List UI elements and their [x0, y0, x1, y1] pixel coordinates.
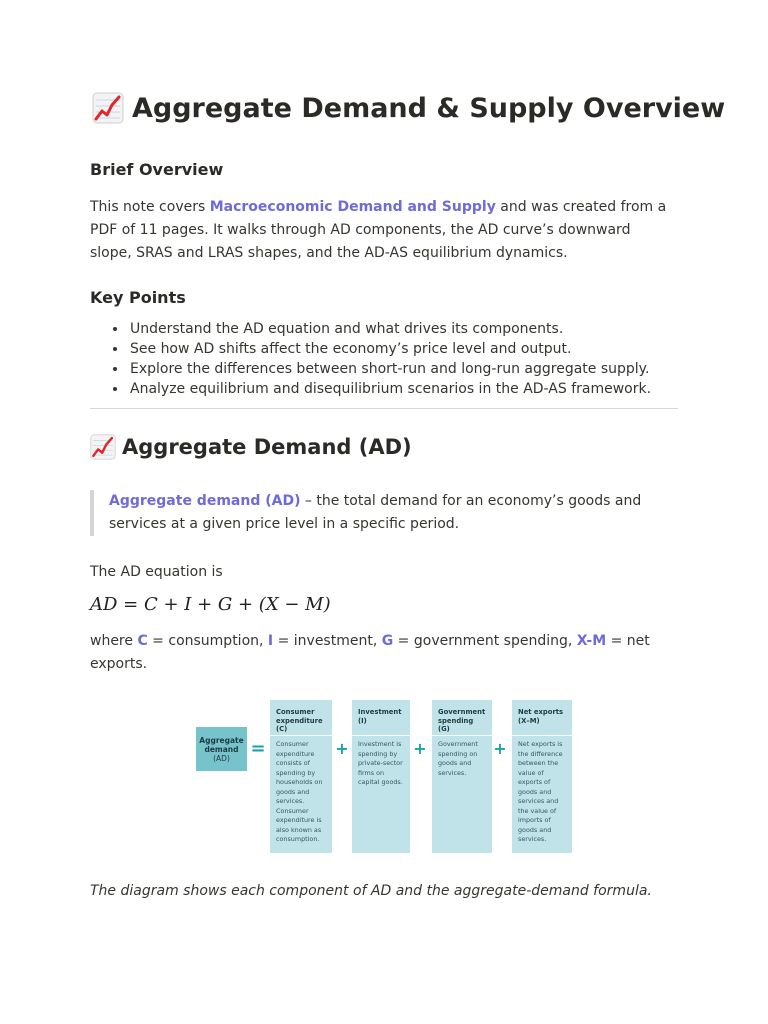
component-title — [512, 700, 572, 736]
list-item: • Understand the AD equation and what drives its components. — [128, 319, 698, 339]
component-body-line: Government — [438, 740, 478, 748]
section-divider — [90, 408, 678, 409]
var-c: C — [137, 633, 148, 649]
plus-sign: + — [413, 739, 427, 758]
definition-quote — [90, 490, 679, 536]
component-body-line: households on — [276, 778, 323, 786]
component-body-line: value of — [518, 768, 544, 777]
component-body-line: Consumer — [276, 740, 309, 748]
aggregate-demand-label: Aggregate — [199, 735, 244, 745]
component-body-line: services and — [518, 797, 559, 805]
legend-g-text: = government spending, — [393, 633, 577, 649]
component-body-line: goods and — [518, 787, 552, 796]
plus-sign: + — [493, 739, 507, 758]
component-title-line: Investment — [358, 708, 402, 716]
var-i: I — [267, 633, 274, 649]
page-title-text: Aggregate Demand & Supply Overview — [132, 92, 726, 124]
component-body-line: exports of — [518, 778, 551, 786]
component-body-line: capital goods. — [358, 778, 403, 786]
component-body-line: consists of — [276, 759, 310, 767]
var-g: G — [381, 633, 394, 649]
component-title-line: Government — [438, 708, 486, 716]
component-body-line: consumption. — [276, 835, 320, 843]
component-body-line: spending by — [358, 749, 398, 758]
legend-xm-text: = net exports. — [90, 633, 650, 672]
component-body-line: goods and — [518, 825, 552, 834]
component-body-line: services. — [276, 797, 305, 805]
component-body-line: also known as — [276, 825, 322, 834]
component-body-line: expenditure is — [276, 816, 322, 824]
key-points-heading: Key Points — [90, 288, 186, 307]
list-item: • See how AD shifts affect the economy’s price level and output. — [128, 339, 698, 359]
component-body-line: spending by — [276, 768, 316, 777]
component-body-line: goods and — [438, 759, 472, 767]
legend-c-text: = consumption, — [147, 633, 268, 649]
var-xm: X-M — [576, 633, 607, 649]
overview-text-before: This note covers — [90, 199, 210, 215]
ad-components-diagram — [196, 700, 574, 856]
component-body — [432, 736, 492, 782]
chart-increasing-icon — [90, 434, 116, 460]
legend-prefix: where — [90, 633, 138, 649]
component-body-line: Investment is — [358, 740, 402, 748]
component-body-line: spending on — [438, 749, 478, 758]
overview-text-after: and was created from a PDF of 11 pages. It walks through AD components, the AD curve’s downward slope, SRAS and LRAS shapes, and the AD-AS equilibrium dynamics. — [90, 199, 667, 261]
overview-paragraph — [90, 196, 670, 265]
component-net-exports — [512, 700, 572, 853]
ad-section-heading-text: Aggregate Demand (AD) — [122, 435, 412, 459]
source-link[interactable]: Macroeconomic Demand and Supply — [209, 199, 496, 215]
definition-text: – the total demand for an economy’s goods and services at a given price level in a specific period. — [109, 493, 642, 532]
ad-formula: AD = C + I + G + (X − M) — [90, 594, 331, 615]
component-title-line: (I) — [358, 716, 367, 725]
component-government-spending — [432, 700, 492, 853]
component-title-line: Net exports — [518, 708, 564, 716]
chart-increasing-icon — [92, 92, 124, 124]
component-body-line: Consumer — [276, 806, 309, 815]
aggregate-demand-label: demand — [204, 744, 239, 754]
component-body-line: the value of — [518, 806, 557, 815]
legend-i-text: = investment, — [273, 633, 382, 649]
component-body — [512, 736, 572, 849]
component-title — [432, 700, 492, 736]
diagram-caption: The diagram shows each component of AD and the aggregate-demand formula. — [90, 883, 652, 899]
component-body-line: services. — [518, 835, 547, 843]
equation-intro: The AD equation is — [90, 564, 223, 580]
component-consumer-expenditure — [270, 700, 332, 853]
component-body-line: the difference — [518, 749, 563, 758]
component-body — [352, 736, 410, 792]
overview-heading: Brief Overview — [90, 160, 224, 179]
key-points-list — [108, 319, 698, 399]
component-body-line: expenditure — [276, 749, 315, 758]
component-title-line: expenditure — [276, 716, 323, 725]
component-body-line: between the — [518, 759, 559, 767]
component-title — [352, 700, 410, 736]
component-title-line: spending — [438, 716, 474, 725]
component-body — [270, 736, 332, 849]
component-body-line: imports of — [518, 816, 551, 824]
list-item: • Explore the differences between short-run and long-run aggregate supply. — [128, 359, 698, 379]
component-body-line: private-sector — [358, 759, 403, 767]
plus-sign: + — [335, 739, 349, 758]
component-body-line: goods and — [276, 787, 310, 796]
component-title-line: Consumer — [276, 708, 315, 716]
component-body-line: firms on — [358, 768, 385, 777]
formula-legend — [90, 630, 680, 676]
aggregate-demand-label: (AD) — [213, 753, 230, 763]
component-body-line: services. — [438, 768, 467, 777]
equals-sign: = — [250, 738, 266, 759]
component-title-line: (C) — [276, 725, 288, 733]
component-investment — [352, 700, 410, 853]
list-item: • Analyze equilibrium and disequilibrium scenarios in the AD-AS framework. — [128, 379, 698, 399]
component-title-line: (G) — [438, 725, 450, 733]
component-title — [270, 700, 332, 736]
ad-section-heading — [90, 434, 412, 460]
component-body-line: Net exports is — [518, 740, 563, 748]
aggregate-demand-box — [196, 727, 247, 771]
component-title-line: (X–M) — [518, 716, 540, 725]
page-title — [92, 92, 725, 124]
definition-term: Aggregate demand (AD) — [109, 493, 301, 509]
